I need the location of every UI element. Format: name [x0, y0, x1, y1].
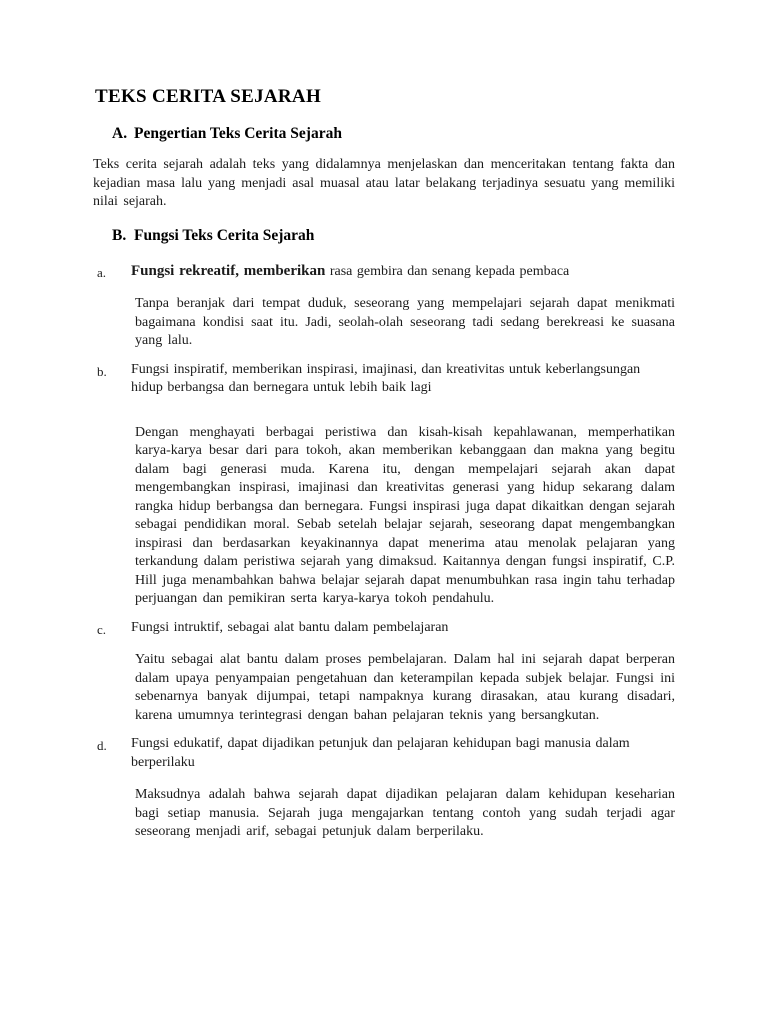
list-item-rekreatif [97, 262, 675, 351]
list-item-edukatif [97, 735, 675, 842]
item-lead-rest: rasa gembira dan senang kepada pembaca [325, 263, 570, 279]
item-lead: Fungsi edukatif, dapat dijadikan petunjuk dan pelajaran kehidupan bagi manusia dalam berperilaku [131, 736, 630, 770]
item-marker: d. [97, 738, 107, 753]
section-fungsi [93, 226, 675, 842]
item-paragraph: Maksudnya adalah bahwa sejarah dapat dijadikan pelajaran dalam kehidupan keseharian bagi setiap manusia. Sejarah juga mengajarkan tentang contoh yang sudah terjadi agar seseorang menjadi arif, sebagai petunjuk dalam berperilaku. [135, 787, 675, 839]
page-title: TEKS CERITA SEJARAH [95, 86, 322, 107]
item-lead [131, 262, 675, 282]
list-item-intruktif [97, 619, 675, 726]
item-paragraph: Yaitu sebagai alat bantu dalam proses pembelajaran. Dalam hal ini sejarah dapat berperan dalam upaya penyampaian pengetahuan dan keterampilan kepada subjek belajar. Fungsi ini sebenarnya banyak dijumpai, tetapi nampaknya kurang dirasakan, atau kurang disadari, karena umumnya terintegrasi dengan bahan pelajaran teknis yang bersangkutan. [135, 652, 675, 723]
item-lead-bold: Fungsi rekreatif, memberikan [131, 262, 326, 279]
section-paragraph: Teks cerita sejarah adalah teks yang didalamnya menjelaskan dan menceritakan tentang fakta dan kejadian masa lalu yang menjadi asal muasal atau latar belakang terjadinya sesuatu yang memiliki nilai sejarah. [93, 157, 675, 209]
item-marker: c. [97, 621, 107, 637]
section-label: B. [112, 226, 127, 244]
item-marker: b. [97, 363, 107, 379]
section-heading-text: Fungsi Teks Cerita Sejarah [134, 226, 315, 244]
item-lead: Fungsi inspiratif, memberikan inspirasi, imajinasi, dan kreativitas untuk keberlangsungan hidup berbangsa dan bernegara untuk lebih baik lagi [131, 361, 641, 395]
item-paragraph: Tanpa beranjak dari tempat duduk, seseorang yang mempelajari sejarah dapat menikmati bagaimana kondisi saat itu. Jadi, seolah-olah seseorang tadi sedang berekreasi ke suasana yang lalu. [135, 296, 675, 348]
list-item-inspiratif [97, 361, 675, 609]
item-lead: Fungsi intruktif, sebagai alat bantu dalam pembelajaran [131, 619, 449, 635]
item-paragraph: Dengan menghayati berbagai peristiwa dan kisah-kisah kepahlawanan, memperhatikan karya-karya besar dari para tokoh, akan memberikan kebanggaan dan makna yang begitu dalam bagi generasi muda. Karena itu, dengan mempelajari sejarah akan dapat mengembangkan inspirasi, imajinasi dan kreativitas generasi yang hidup sekarang dalam rangka hidup berbangsa dan bernegara. Fungsi inspirasi juga dapat dikaitkan dengan sejarah sebagai pendidikan moral. Sebab setelah belajar sejarah, seseorang dapat mengembangkan inspirasi dan berdasarkan keyakinannya dapat menerima atau menolak pelajaran yang terkandung dalam peristiwa sejarah yang dimaksud. Kaitannya dengan fungsi inspiratif, C.P. Hill juga menambahkan bahwa belajar sejarah dapat menumbuhkan rasa ingin tahu terhadap perjuangan dan pemikiran serta karya-karya tokoh pendahulu. [135, 424, 675, 606]
section-heading-text: Pengertian Teks Cerita Sejarah [134, 125, 342, 142]
section-heading-a [112, 124, 675, 144]
document-content [93, 84, 675, 842]
section-label: A. [112, 125, 128, 142]
item-marker: a. [97, 264, 107, 280]
function-list [93, 262, 675, 842]
section-pengertian [93, 124, 675, 212]
section-heading-b [112, 226, 675, 246]
